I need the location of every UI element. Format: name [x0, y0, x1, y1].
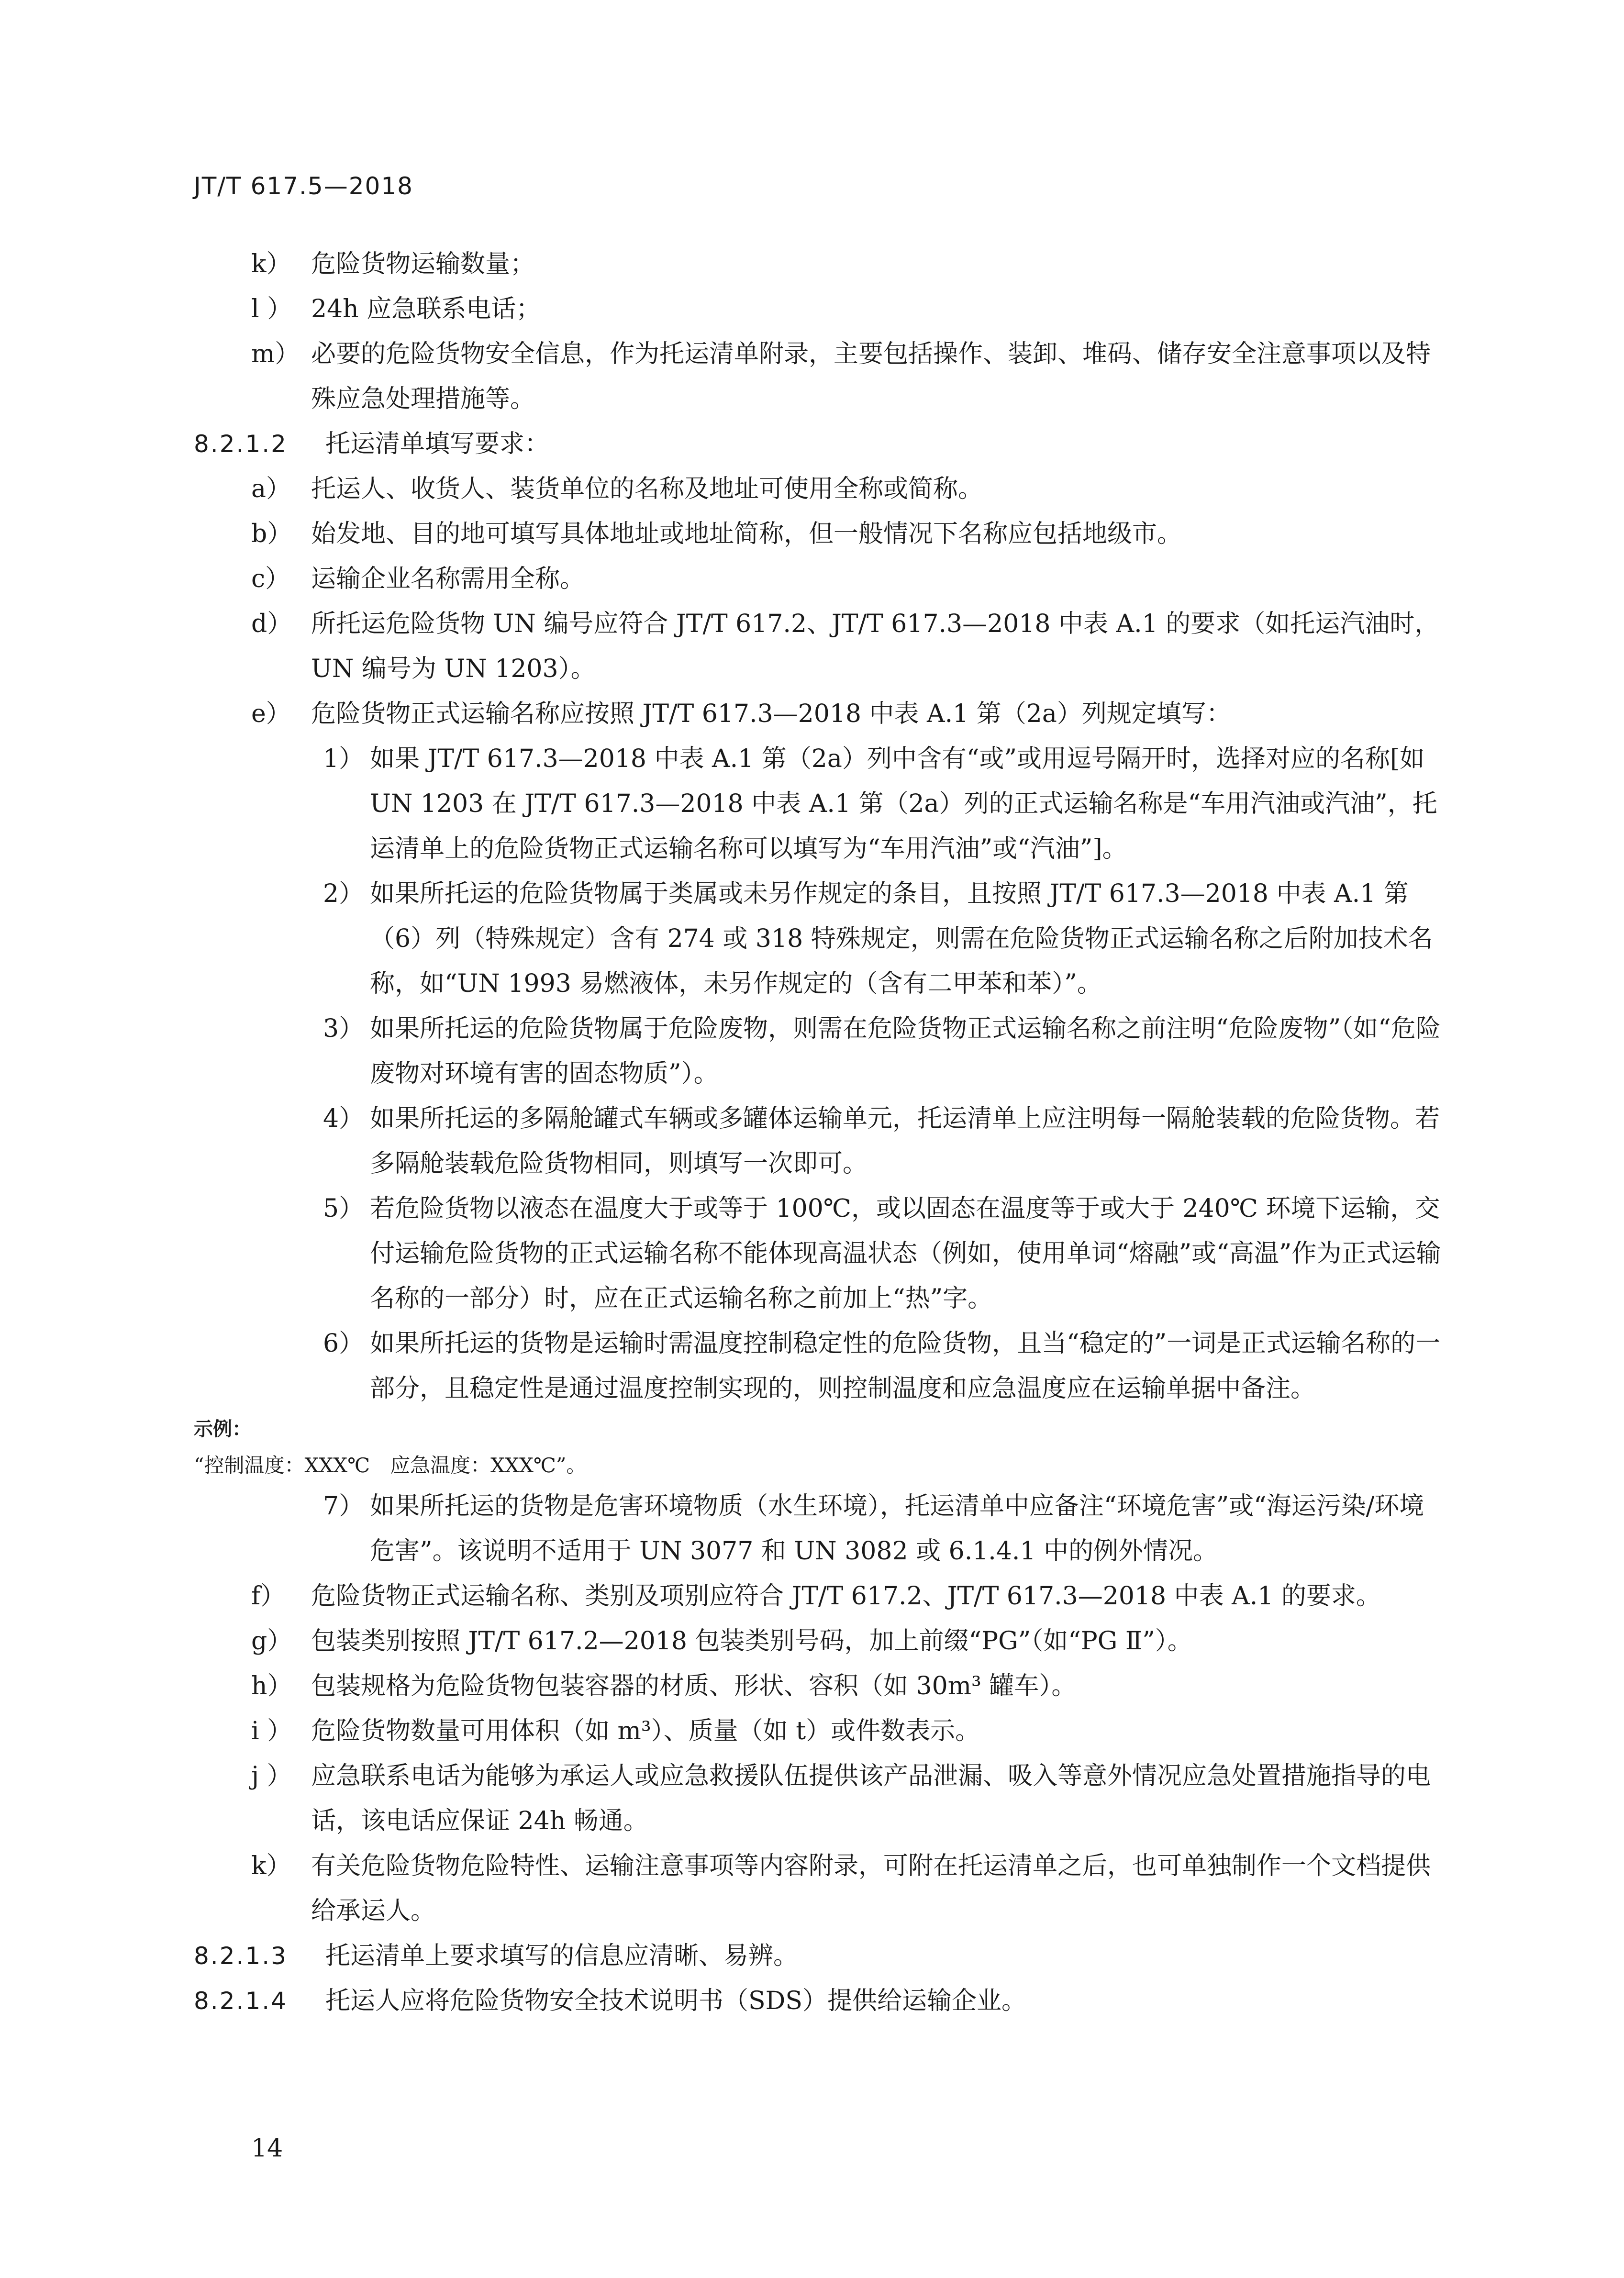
page-number: 14: [251, 2134, 283, 2163]
item-label: l ）: [251, 295, 292, 323]
section-8-2-1-2: [194, 422, 1443, 467]
item-label: 2）: [323, 879, 364, 908]
list-item-m: [194, 332, 1443, 422]
list-item-f: [194, 1574, 1443, 1619]
item-text: 若危险货物以液态在温度大于或等于 100℃，或以固态在温度等于或大于 240℃ 环境下运输，交付运输危险货物的正式运输名称不能体现高温状态（例如，使用单词“熔融”或“高温”作为正式运输名称的一部分）时，应在正式运输名称之前加上“热”字。: [370, 1194, 1441, 1313]
item-label: 3）: [323, 1014, 364, 1043]
item-label: 1）: [323, 745, 364, 773]
item-text: 运输企业名称需用全称。: [311, 565, 585, 593]
item-label: 4）: [323, 1104, 364, 1133]
sub-item-3: [194, 1006, 1443, 1096]
item-label: a）: [251, 475, 291, 503]
item-label: 7）: [323, 1492, 364, 1521]
standard-header: JT/T 617.5—2018: [194, 172, 413, 200]
section-number: 8.2.1.4: [194, 1987, 288, 2015]
item-text: 应急联系电话为能够为承运人或应急救援队伍提供该产品泄漏、吸入等意外情况应急处置措施指导的电话，该电话应保证 24h 畅通。: [311, 1762, 1431, 1835]
item-label: g）: [251, 1627, 292, 1656]
item-label: e）: [251, 700, 291, 728]
item-label: k）: [251, 1852, 291, 1880]
section-text: 托运清单填写要求：: [325, 430, 550, 458]
item-label: h）: [251, 1672, 292, 1700]
item-text: 如果所托运的危险货物属于危险废物，则需在危险货物正式运输名称之前注明“危险废物”（如“危险废物对环境有害的固态物质”）。: [370, 1014, 1441, 1088]
item-label: b）: [251, 520, 292, 548]
list-item-e: [194, 691, 1443, 736]
item-label: c）: [251, 565, 290, 593]
item-text: 危险货物运输数量；: [311, 250, 535, 278]
item-text: 如果所托运的多隔舱罐式车辆或多罐体运输单元，托运清单上应注明每一隔舱装载的危险货物。若多隔舱装载危险货物相同，则填写一次即可。: [370, 1104, 1440, 1178]
item-text: 如果所托运的货物是危害环境物质（水生环境），托运清单中应备注“环境危害”或“海运污染/环境危害”。该说明不适用于 UN 3077 和 UN 3082 或 6.1.4.1 中的例外情况。: [370, 1492, 1424, 1566]
item-text: 所托运危险货物 UN 编号应符合 JT/T 617.2、JT/T 617.3—2018 中表 A.1 的要求（如托运汽油时，UN 编号为 UN 1203）。: [311, 610, 1440, 683]
section-8-2-1-3: [194, 1934, 1443, 1978]
section-number: 8.2.1.2: [194, 430, 288, 458]
list-item-d: [194, 601, 1443, 691]
item-text: 包装规格为危险货物包装容器的材质、形状、容积（如 30m³ 罐车）。: [311, 1672, 1077, 1700]
item-text: 危险货物正式运输名称应按照 JT/T 617.3—2018 中表 A.1 第（2a）列规定填写：: [311, 700, 1231, 728]
sub-item-6: [194, 1321, 1443, 1411]
item-text: 24h 应急联系电话；: [311, 295, 541, 323]
list-item-g: [194, 1619, 1443, 1664]
item-label: i ）: [251, 1717, 292, 1745]
example-text: “控制温度：XXX℃ 应急温度：XXX℃”。: [194, 1454, 587, 1477]
item-label: f）: [251, 1582, 286, 1611]
list-item-k: [194, 242, 1443, 287]
item-text: 危险货物正式运输名称、类别及项别应符合 JT/T 617.2、JT/T 617.3—2018 中表 A.1 的要求。: [311, 1582, 1381, 1611]
item-label: 6）: [323, 1329, 364, 1358]
list-item-k2: [194, 1844, 1443, 1934]
section-8-2-1-4: [194, 1978, 1443, 2023]
page-body: [194, 242, 1443, 2023]
sub-item-5: [194, 1186, 1443, 1321]
list-item-b: [194, 511, 1443, 556]
item-label: 5）: [323, 1194, 364, 1223]
sub-item-1: [194, 736, 1443, 871]
sub-item-2: [194, 871, 1443, 1006]
list-item-a: [194, 467, 1443, 511]
item-text: 如果所托运的货物是运输时需温度控制稳定性的危险货物，且当“稳定的”一词是正式运输名称的一部分，且稳定性是通过温度控制实现的，则控制温度和应急温度应在运输单据中备注。: [370, 1329, 1441, 1403]
item-text: 必要的危险货物安全信息，作为托运清单附录，主要包括操作、装卸、堆码、储存安全注意事项以及特殊应急处理措施等。: [311, 340, 1431, 413]
item-text: 始发地、目的地可填写具体地址或地址简称，但一般情况下名称应包括地级市。: [311, 520, 1182, 548]
example-title: 示例：: [194, 1418, 251, 1440]
list-item-l: [194, 287, 1443, 332]
list-item-j: [194, 1754, 1443, 1844]
item-text: 如果 JT/T 617.3—2018 中表 A.1 第（2a）列中含有“或”或用逗号隔开时，选择对应的名称[如 UN 1203 在 JT/T 617.3—2018 中表 A.1 第（2a）列的正式运输名称是“车用汽油或汽油”，托运清单上的危险货物正式运输名称可以填写为“车用汽油”或“汽油”]。: [370, 745, 1437, 863]
item-text: 包装类别按照 JT/T 617.2—2018 包装类别号码，加上前缀“PG”（如“PG Ⅱ”）。: [311, 1627, 1192, 1656]
sub-item-4: [194, 1096, 1443, 1186]
list-item-h: [194, 1664, 1443, 1709]
item-text: 托运人、收货人、装货单位的名称及地址可使用全称或简称。: [311, 475, 983, 503]
section-text: 托运清单上要求填写的信息应清晰、易辨。: [325, 1942, 799, 1970]
list-item-c: [194, 556, 1443, 601]
section-number: 8.2.1.3: [194, 1942, 288, 1970]
item-label: j ）: [251, 1762, 292, 1790]
item-text: 危险货物数量可用体积（如 m³）、质量（如 t）或件数表示。: [311, 1717, 980, 1745]
item-text: 如果所托运的危险货物属于类属或未另作规定的条目，且按照 JT/T 617.3—2018 中表 A.1 第（6）列（特殊规定）含有 274 或 318 特殊规定，则需在危险货物正式运输名称之后附加技术名称，如“UN 1993 易燃液体，未另作规定的（含有二甲苯和苯）”。: [370, 879, 1433, 998]
item-label: m）: [251, 340, 300, 368]
item-label: k）: [251, 250, 291, 278]
item-text: 有关危险货物危险特性、运输注意事项等内容附录，可附在托运清单之后，也可单独制作一个文档提供给承运人。: [311, 1852, 1431, 1925]
section-text: 托运人应将危险货物安全技术说明书（SDS）提供给运输企业。: [325, 1987, 1026, 2015]
sub-item-7: [194, 1484, 1443, 1574]
item-label: d）: [251, 610, 292, 638]
list-item-i: [194, 1709, 1443, 1754]
